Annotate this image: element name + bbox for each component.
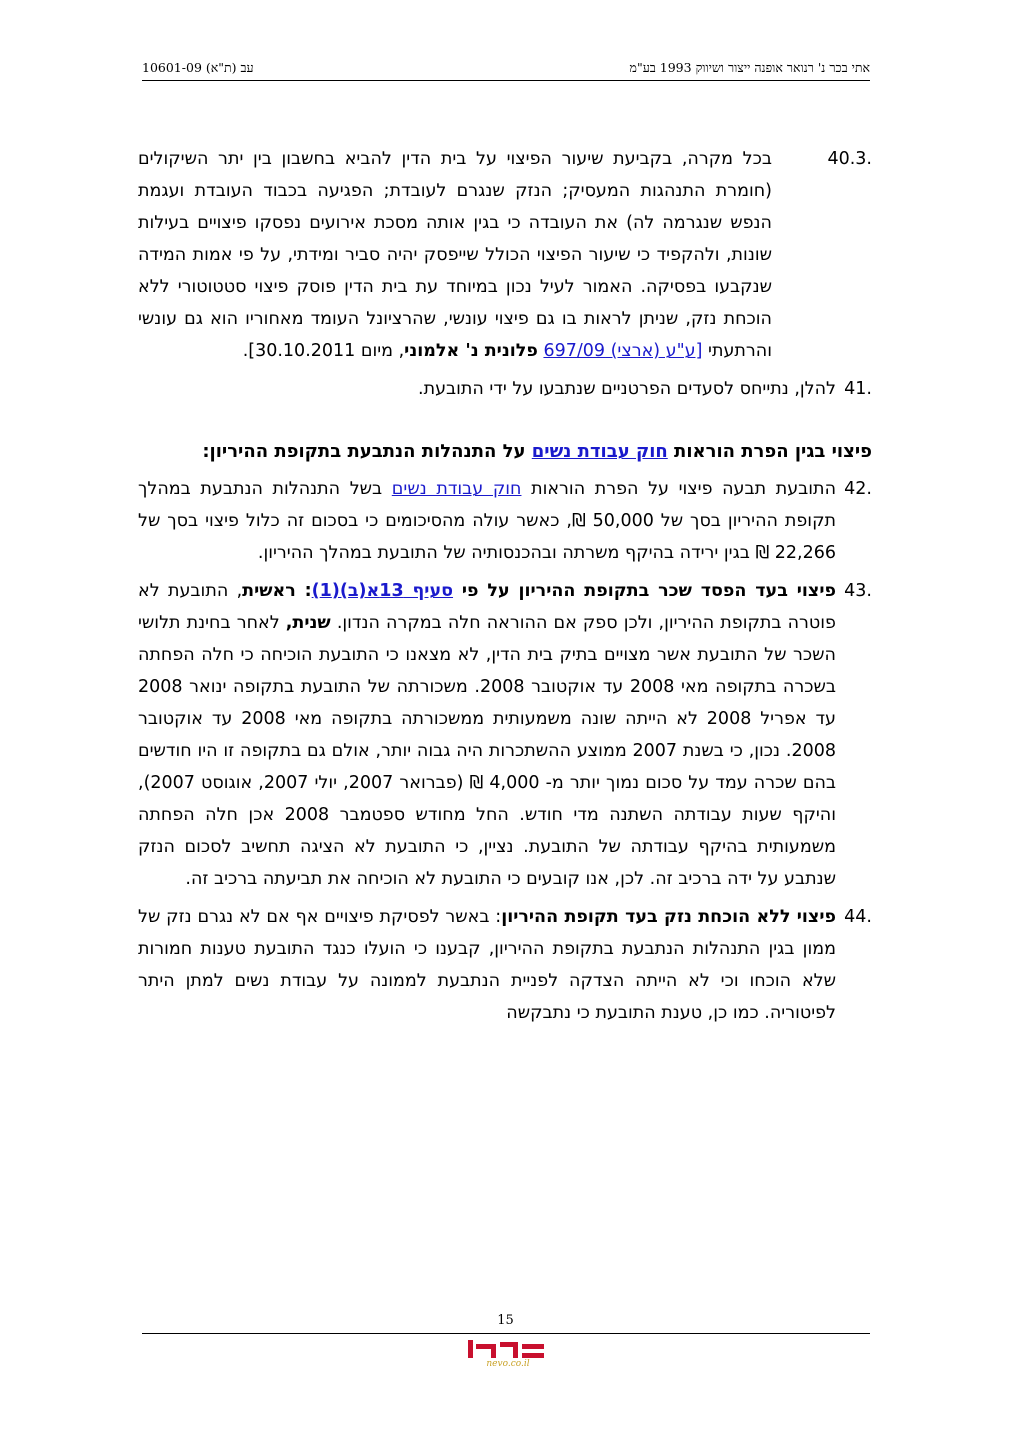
paragraph-44 — [138, 901, 872, 1029]
logo-subtext: nevo.co.il — [486, 1359, 530, 1368]
paragraph-40-3 — [138, 143, 872, 367]
heading-text: על התנהלות הנתבעת בתקופת ההיריון: — [202, 441, 532, 462]
paragraph-number: .40.3 — [827, 149, 872, 169]
paragraph-text: בכל מקרה, בקביעת שיעור הפיצוי על בית הדין להביא בחשבון בין יתר השיקולים (חומרת התנהגות המעסיק; הנזק שנגרם לעובדת; הפגיעה בכבוד העובדת ועגמת הנפש שנגרמה לה) את העובדה כי בגין אותה מסכת אירועים נפסקו פיצויים בעילות שונות, ולהקפיד כי שיעור הפיצוי הכולל שייפסק יהיה סביר ומידתי, על פי אמות המידה שנקבעו בפסיקה. האמור לעיל נכון במיוחד עת בית הדין פוסק פיצוי סטטוטורי ללא הוכחת נזק, שניתן לראות בו גם פיצוי עונשי, שהרציונל העומד מאחוריו הוא גם עונשי והרתעתי — [138, 149, 772, 361]
paragraph-42 — [138, 473, 872, 569]
case-title: אתי בכר נ' רנואר אופנה ייצור ושיווק 1993 בע"מ — [629, 60, 870, 75]
page-number: 15 — [497, 1313, 514, 1328]
emphasis: שנית, — [285, 613, 331, 633]
case-citation-link[interactable]: [ע"ע (ארצי) 697/09 — [543, 341, 703, 361]
section-heading — [138, 435, 872, 469]
paragraph-number: .43 — [844, 581, 872, 601]
paragraph-41 — [138, 373, 872, 405]
law-link-womens-employment[interactable]: חוק עבודת נשים — [531, 441, 668, 462]
heading-text: פיצוי בגין הפרת הוראות — [667, 441, 872, 462]
paragraph-number: .41 — [844, 379, 872, 399]
paragraph-text: התובעת תבעה פיצוי על הפרת הוראות — [521, 479, 836, 499]
document-body — [138, 143, 872, 1035]
footer-divider — [142, 1333, 870, 1334]
section-link[interactable]: סעיף 13א(ב)(1) — [311, 581, 454, 601]
paragraph-text: לאחר בחינת תלושי השכר של התובעת אשר מצויים בתיק בית הדין, לא מצאנו כי התובעת הוכיחה כי חלה הפחתה בשכרה בתקופה מאי 2008 עד אוקטובר 2008. משכורתה של התובעת בתקופה ינואר 2008 עד אפריל 2008 לא הייתה שונה משמעותית ממשכורתה בתקופה מאי 2008 עד אוקטובר 2008. נכון, כי בשנת 2007 ממוצע ההשתכרות היה גבוה יותר, אולם גם בתקופה זו היו חודשים בהם שכרה עמד על סכום נמוך יותר מ- 4,000 ₪ (פברואר 2007, יולי 2007, אוגוסט 2007), והיקף שעות עבודתה השתנה מדי חודש. החל מחודש ספטמבר 2008 אכן חלה הפחתה משמעותית בהיקף עבודתה של התובעת. נציין, כי התובעת לא הציגה תחשיב לסכום הנזק שנתבע על ידה ברכיב זה. לכן, אנו קובעים כי התובעת לא הוכיחה את תביעתה ברכיב זה. — [138, 613, 837, 889]
paragraph-number: .44 — [844, 907, 872, 927]
nevo-logo[interactable] — [462, 1338, 554, 1368]
case-number: עב (ת"א) 10601-09 — [142, 60, 254, 75]
paragraph-text: להלן, נתייחס לסעדים הפרטניים שנתבעו על ידי התובעת. — [418, 379, 836, 399]
paragraph-text: בשל התנהלות הנתבעת במהלך תקופת ההיריון בסך של 50,000 ₪, כאשר עולה מהסיכומים כי בסכום זה כלול פיצוי בסך של 22,266 ₪ בגין ירידה בהיקף משרתה ובהכנסותיה של התובעת במהלך ההיריון. — [138, 479, 836, 563]
subheading: פיצוי בעד הפסד שכר בתקופת ההיריון על פי — [453, 581, 836, 601]
paragraph-text: : באשר לפסיקת פיצויים אף אם לא נגרם נזק של ממון בגין התנהלות הנתבעת בתקופת ההיריון, קבענו כי הועלו כנגד התובעת טענות חמורות שלא הוכחו וכי לא הייתה הצדקה לפניית הנתבעת לממונה על עבודת נשים למתן היתר לפיטוריה. כמו כן, טענת התובעת כי נתבקשה — [138, 907, 836, 1023]
case-name: פלונית נ' אלמוני — [404, 341, 538, 361]
paragraph-43 — [138, 575, 872, 895]
subheading: פיצוי ללא הוכחת נזק בעד תקופת ההיריון — [501, 907, 836, 927]
citation-date: , מיום 30.10.2011]. — [242, 341, 405, 361]
subheading: : ראשית — [242, 581, 312, 601]
law-link-womens-employment[interactable]: חוק עבודת נשים — [391, 479, 522, 499]
paragraph-text: , התובעת לא פוטרה בתקופת ההיריון, ולכן ספק אם ההוראה חלה במקרה הנדון. — [138, 581, 836, 633]
page-header — [142, 58, 870, 81]
paragraph-number: .42 — [844, 479, 872, 499]
